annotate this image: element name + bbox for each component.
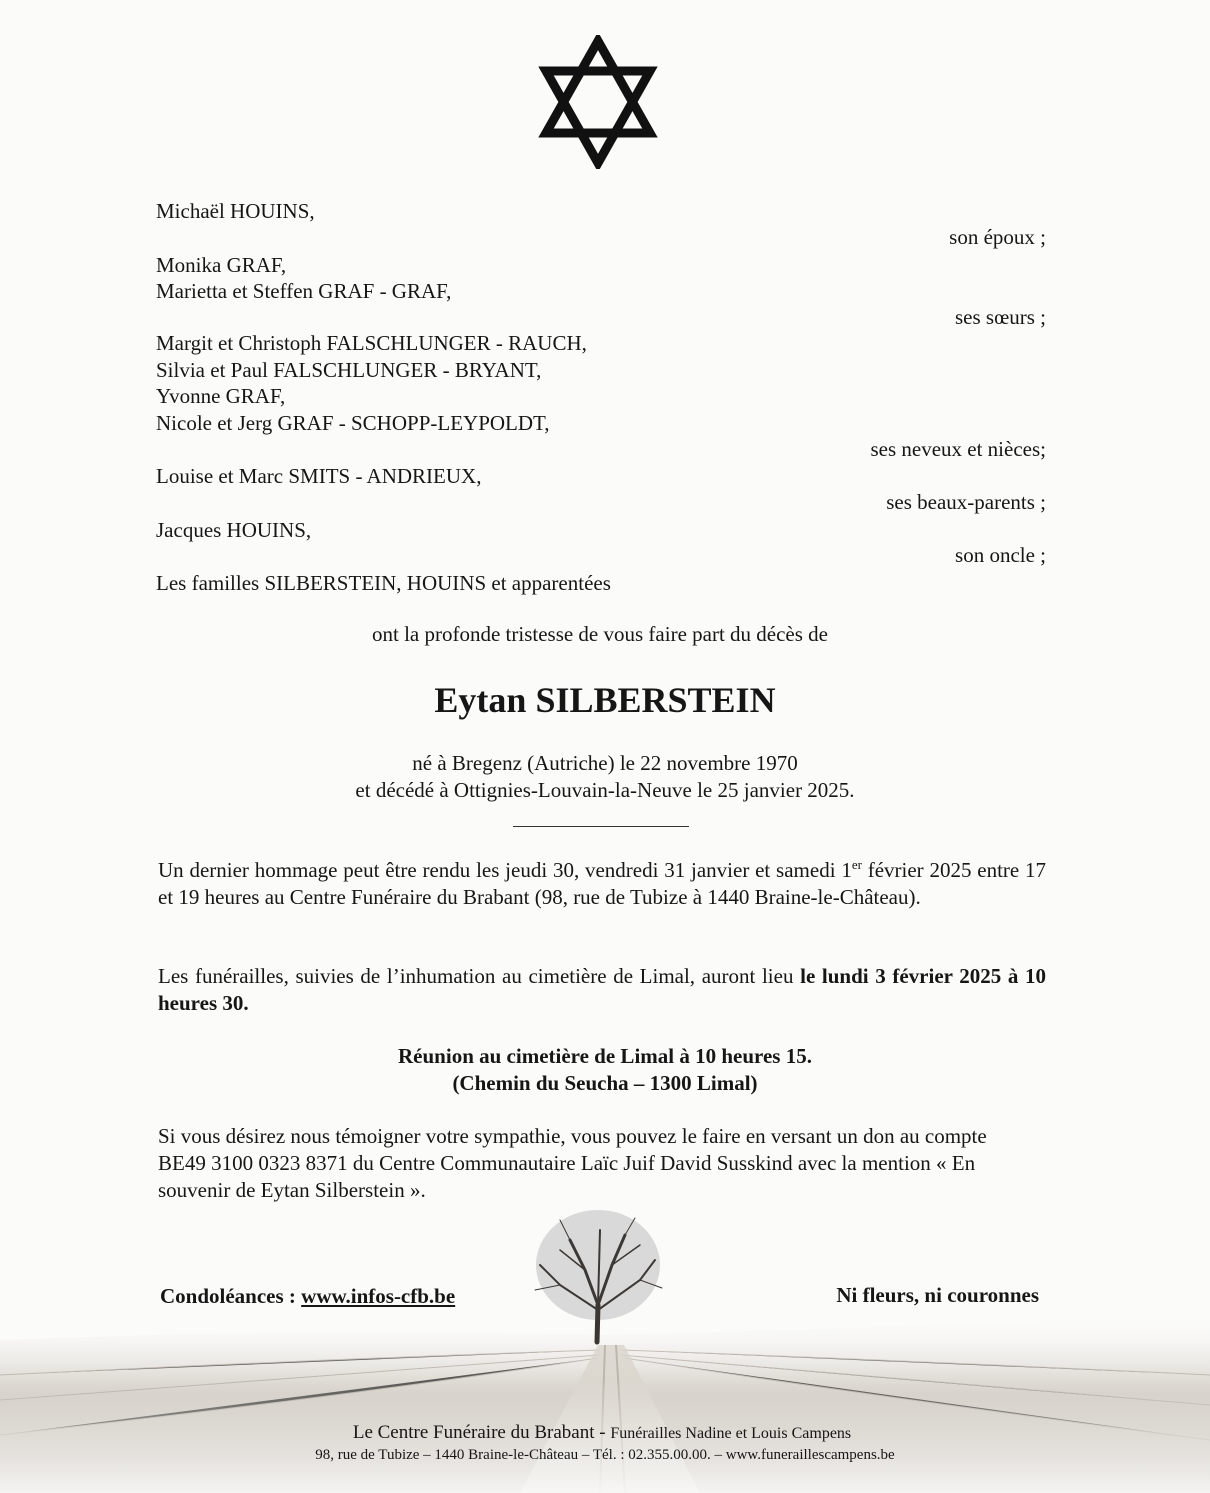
condolences-line: Condoléances : www.infos-cfb.be <box>160 1284 456 1308</box>
husband-relation: son époux ; <box>949 225 1046 249</box>
condolences-link[interactable]: www.infos-cfb.be <box>301 1284 456 1308</box>
in-laws-relation: ses beaux-parents ; <box>886 490 1046 514</box>
sister-name: Marietta et Steffen GRAF - GRAF, <box>156 279 452 303</box>
nephew-name: Silvia et Paul FALSCHLUNGER - BRYANT, <box>156 358 542 382</box>
announcement: ont la profonde tristesse de vous faire part du décès de <box>371 622 828 646</box>
deceased-name: Eytan SILBERSTEIN <box>434 680 776 720</box>
meeting-line: Réunion au cimetière de Limal à 10 heures 15. <box>398 1044 812 1068</box>
sisters-relation: ses sœurs ; <box>954 305 1046 329</box>
families-line: Les familles SILBERSTEIN, HOUINS et apparentées <box>156 571 611 595</box>
nephews-relation: ses neveux et nièces; <box>870 437 1046 461</box>
husband-name: Michaël HOUINS, <box>156 199 315 223</box>
death-line: et décédé à Ottignies-Louvain-la-Neuve le 25 janvier 2025. <box>355 778 855 802</box>
meeting-address: (Chemin du Seucha – 1300 Limal) <box>452 1071 758 1095</box>
funeral-paragraph: Les funérailles, suivies de l’inhumation au cimetière de Limal, auront lieu le lundi 3 février 2025 à 10 heures 30. <box>158 964 1047 1015</box>
tribute-paragraph: Un dernier hommage peut être rendu les jeudi 30, vendredi 31 janvier et samedi 1er février 2025 entre 17 et 19 heures au Centre Funéraire du Brabant (98, rue de Tubize à 1440 Braine-le-Château). <box>158 857 1046 909</box>
birth-line: né à Bregenz (Autriche) le 22 novembre 1970 <box>412 751 798 775</box>
nephew-name: Nicole et Jerg GRAF - SCHOPP-LEYPOLDT, <box>156 411 550 435</box>
sympathy-paragraph: Si vous désirez nous témoigner votre sympathie, vous pouvez le faire en versant un don au compte BE49 3100 0323 8371 du Centre Communautaire Laïc Juif David Susskind avec la mention « En souvenir de Eytan Silberstein ». <box>158 1124 987 1202</box>
uncle-name: Jacques HOUINS, <box>156 518 312 542</box>
nephew-name: Margit et Christoph FALSCHLUNGER - RAUCH, <box>156 331 587 355</box>
nephew-name: Yvonne GRAF, <box>156 384 286 408</box>
no-flowers-note: Ni fleurs, ni couronnes <box>836 1283 1039 1307</box>
in-laws-name: Louise et Marc SMITS - ANDRIEUX, <box>156 464 482 488</box>
sister-name: Monika GRAF, <box>156 253 287 277</box>
footer-company: Le Centre Funéraire du Brabant - Funérailles Nadine et Louis Campens <box>352 1422 852 1443</box>
divider <box>513 826 689 827</box>
footer-address: 98, rue de Tubize – 1440 Braine-le-Château – Tél. : 02.355.00.00. – www.funeraillescampens.be <box>315 1447 895 1463</box>
uncle-relation: son oncle ; <box>955 543 1046 567</box>
star-of-david-icon <box>538 35 658 169</box>
